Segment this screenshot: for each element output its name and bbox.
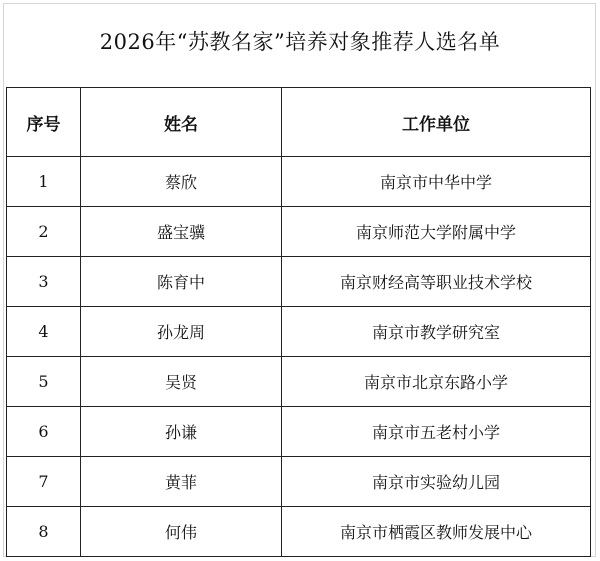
header-work-unit: 工作单位 bbox=[282, 88, 591, 157]
cell-name: 吴贤 bbox=[81, 357, 282, 407]
table-header-row bbox=[7, 88, 591, 157]
nominee-table bbox=[6, 87, 591, 557]
cell-serial-number: 4 bbox=[7, 307, 81, 357]
cell-name: 黄菲 bbox=[81, 457, 282, 507]
cell-serial-number: 6 bbox=[7, 407, 81, 457]
table-row bbox=[7, 357, 591, 407]
cell-name: 孙龙周 bbox=[81, 307, 282, 357]
cell-work-unit: 南京市五老村小学 bbox=[282, 407, 591, 457]
table-row bbox=[7, 207, 591, 257]
cell-name: 何伟 bbox=[81, 507, 282, 557]
cell-serial-number: 1 bbox=[7, 157, 81, 207]
cell-work-unit: 南京师范大学附属中学 bbox=[282, 207, 591, 257]
cell-work-unit: 南京市中华中学 bbox=[282, 157, 591, 207]
cell-name: 陈育中 bbox=[81, 257, 282, 307]
cell-serial-number: 3 bbox=[7, 257, 81, 307]
header-name: 姓名 bbox=[81, 88, 282, 157]
cell-serial-number: 5 bbox=[7, 357, 81, 407]
cell-name: 盛宝骥 bbox=[81, 207, 282, 257]
cell-serial-number: 2 bbox=[7, 207, 81, 257]
cell-name: 孙谦 bbox=[81, 407, 282, 457]
cell-serial-number: 8 bbox=[7, 507, 81, 557]
header-serial-number: 序号 bbox=[7, 88, 81, 157]
table-row bbox=[7, 407, 591, 457]
cell-work-unit: 南京市北京东路小学 bbox=[282, 357, 591, 407]
cell-work-unit: 南京市教学研究室 bbox=[282, 307, 591, 357]
table-row bbox=[7, 257, 591, 307]
cell-serial-number: 7 bbox=[7, 457, 81, 507]
table-row bbox=[7, 307, 591, 357]
table-row bbox=[7, 157, 591, 207]
cell-work-unit: 南京市实验幼儿园 bbox=[282, 457, 591, 507]
table-row bbox=[7, 457, 591, 507]
cell-work-unit: 南京市栖霞区教师发展中心 bbox=[282, 507, 591, 557]
cell-work-unit: 南京财经高等职业技术学校 bbox=[282, 257, 591, 307]
document-title: 2026年“苏教名家”培养对象推荐人选名单 bbox=[99, 30, 501, 54]
cell-name: 蔡欣 bbox=[81, 157, 282, 207]
table-row bbox=[7, 507, 591, 557]
